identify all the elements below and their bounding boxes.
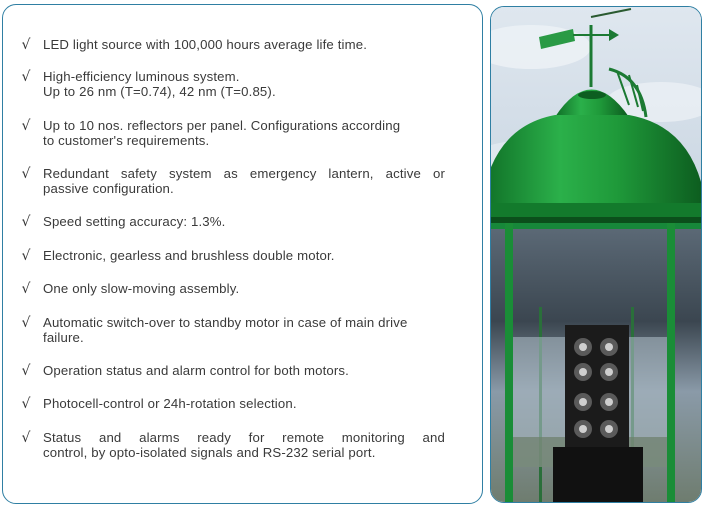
feature-item: [3, 316, 473, 345]
feature-text: [43, 167, 445, 196]
feature-line: to customer's requirements.: [43, 132, 210, 148]
checkmark-icon: √: [21, 166, 31, 182]
feature-text: [43, 215, 445, 230]
feature-line: Speed setting accuracy: 1.3%.: [43, 214, 226, 229]
feature-item: [3, 167, 473, 196]
lantern-gallery-ring: [491, 217, 702, 223]
feature-line: Redundant safety system as emergency lantern, active or: [43, 166, 445, 181]
feature-line: Up to 10 nos. reflectors per panel. Configurations according: [43, 118, 401, 133]
feature-text: [43, 119, 445, 148]
feature-line: High-efficiency luminous system.: [43, 69, 240, 84]
feature-line: Photocell-control or 24h-rotation selection.: [43, 396, 297, 411]
feature-item: [3, 249, 473, 264]
feature-item: [3, 38, 473, 53]
feature-text: [43, 431, 445, 460]
checkmark-icon: √: [21, 118, 31, 134]
feature-item: [3, 364, 473, 379]
checkmark-icon: √: [21, 315, 31, 331]
checkmark-icon: √: [21, 430, 31, 446]
feature-item: [3, 431, 473, 460]
lantern-dome-top: [578, 91, 606, 99]
feature-line: LED light source with 100,000 hours average life time.: [43, 37, 368, 52]
feature-line: Up to 26 nm (T=0.74), 42 nm (T=0.85).: [43, 83, 276, 99]
checkmark-icon: √: [21, 69, 31, 85]
feature-line: One only slow-moving assembly.: [43, 281, 240, 296]
lantern-mullion: [667, 223, 675, 503]
feature-line: Automatic switch-over to standby motor in case of main drive: [43, 315, 408, 330]
checkmark-icon: √: [21, 214, 31, 230]
feature-text: [43, 397, 445, 412]
feature-text: [43, 70, 445, 99]
lighthouse-lantern-photo: [490, 6, 702, 503]
feature-line: Electronic, gearless and brushless double motor.: [43, 248, 335, 263]
checkmark-icon: √: [21, 37, 31, 53]
checkmark-icon: √: [21, 248, 31, 264]
feature-text: [43, 282, 445, 297]
feature-item: [3, 282, 473, 297]
feature-item: [3, 215, 473, 230]
feature-line: Operation status and alarm control for both motors.: [43, 363, 349, 378]
lantern-illustration: [491, 7, 702, 503]
features-panel: [2, 4, 483, 504]
feature-text: [43, 38, 445, 53]
checkmark-icon: √: [21, 363, 31, 379]
lantern-gallery-ring: [491, 203, 702, 219]
lantern-mullion: [505, 223, 513, 503]
feature-line: Status and alarms ready for remote monitoring and: [43, 430, 445, 445]
checkmark-icon: √: [21, 281, 31, 297]
feature-line: failure.: [43, 329, 84, 345]
feature-item: [3, 70, 473, 99]
feature-text: [43, 364, 445, 379]
feature-text: [43, 249, 445, 264]
feature-item: [3, 397, 473, 412]
checkmark-icon: √: [21, 396, 31, 412]
feature-text: [43, 316, 445, 345]
feature-line: control, by opto-isolated signals and RS-232 serial port.: [43, 444, 376, 460]
feature-line: passive configuration.: [43, 180, 174, 196]
feature-item: [3, 119, 473, 148]
